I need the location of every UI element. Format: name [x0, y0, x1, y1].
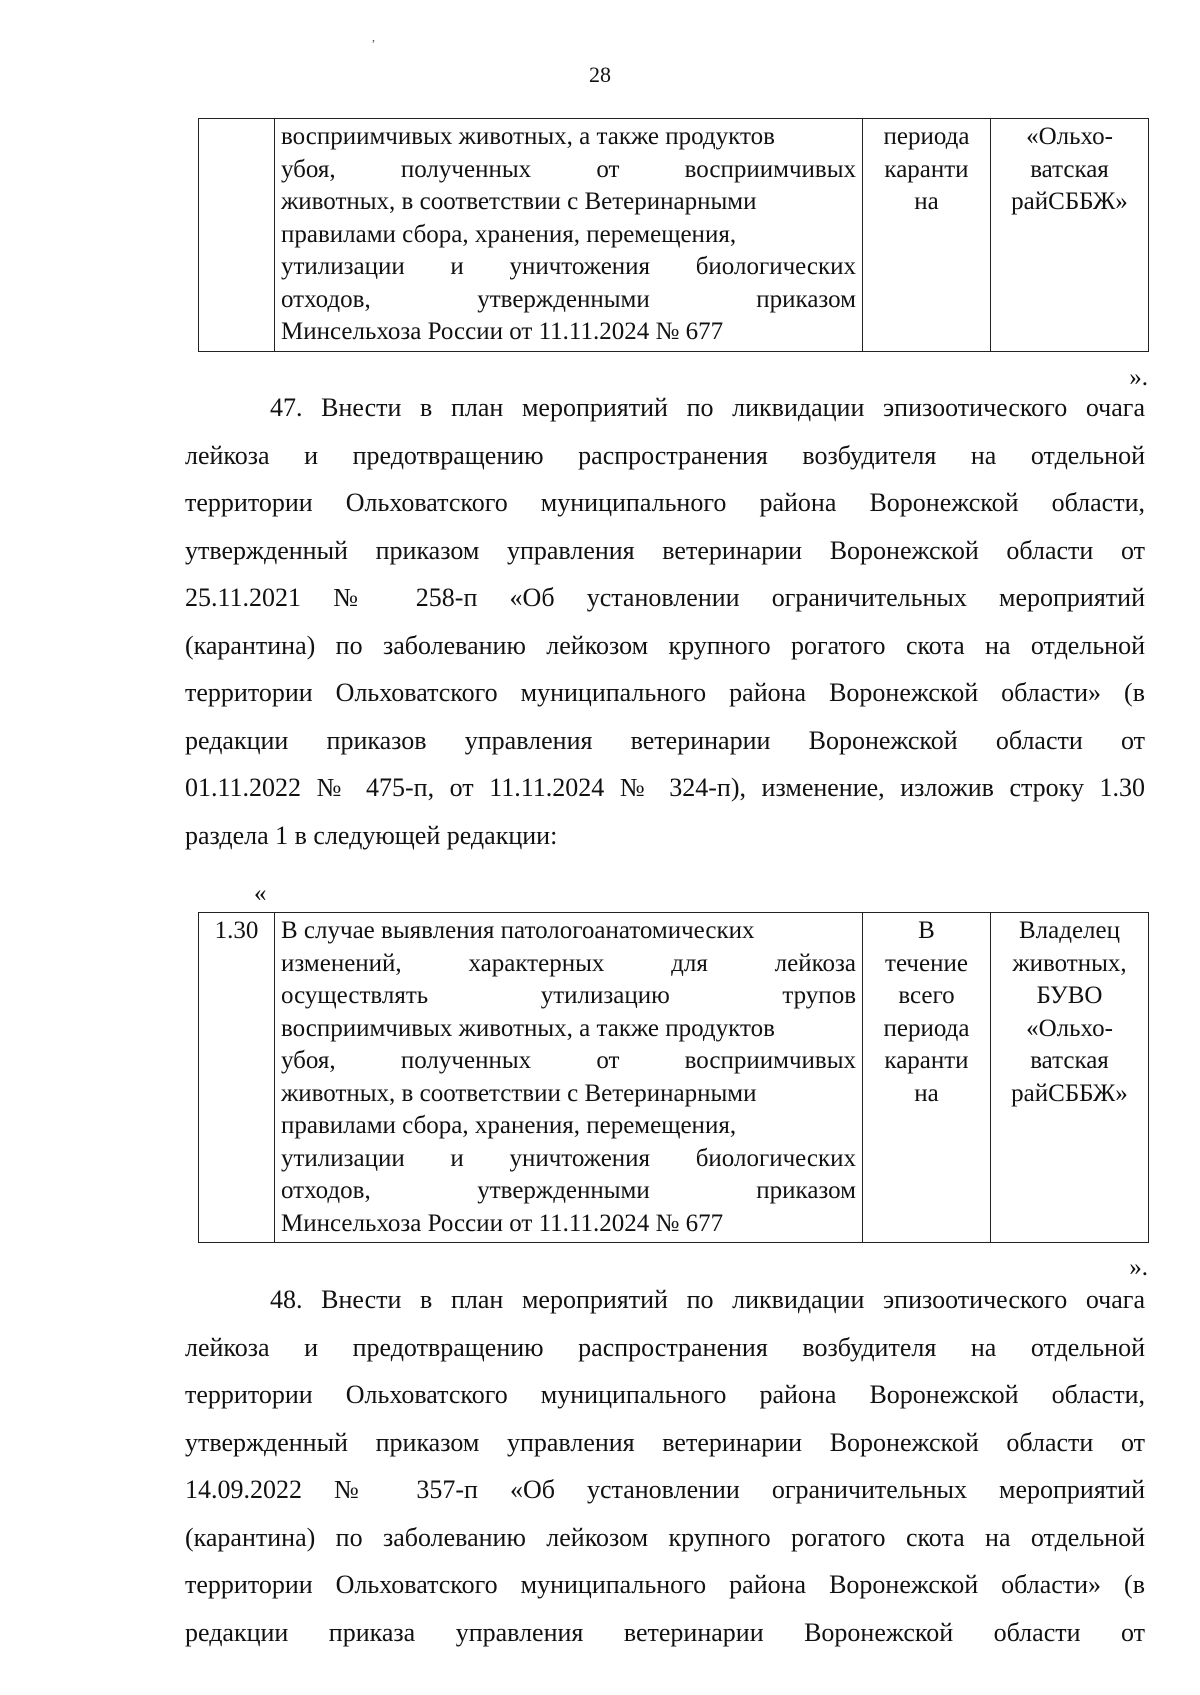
- paragraph-line: утвержденный приказом управления ветеринарии Воронежской области от: [185, 1427, 1145, 1457]
- description-line: правилами сбора, хранения, перемещения,: [281, 1112, 737, 1139]
- row-description-cell: [275, 913, 863, 1243]
- description-line: отходов, утвержденными приказом: [281, 285, 856, 313]
- description-line: утилизации и уничтожения биологических: [281, 1144, 856, 1172]
- row-number-cell: [199, 119, 275, 352]
- paragraph-47: [185, 384, 1145, 859]
- term-line: на: [914, 1079, 939, 1107]
- paragraph-line: 25.11.2021 № 258-п «Об установлении ограничительных мероприятий: [185, 583, 1145, 612]
- paragraph-line: 48. Внести в план мероприятий по ликвидации эпизоотического очага: [270, 1285, 1145, 1314]
- description-line: правилами сбора, хранения, перемещения,: [281, 220, 737, 248]
- row-number-cell: 1.30: [199, 913, 275, 1243]
- row-term-cell: [863, 119, 991, 352]
- term-line: периода: [883, 123, 970, 150]
- paragraph-line: лейкоза и предотвращению распространения возбудителя на отдельной: [185, 440, 1145, 470]
- responsible-line: «Ольхо-: [1026, 123, 1113, 150]
- paragraph-line: (карантина) по заболеванию лейкозом крупного рогатого скота на отдельной: [185, 630, 1145, 660]
- paragraph-line: раздела 1 в следующей редакции:: [185, 820, 558, 850]
- paragraph-48: [185, 1276, 1145, 1656]
- table-row: [199, 119, 1149, 352]
- responsible-line: «Ольхо-: [1026, 1014, 1113, 1042]
- responsible-line: животных,: [1012, 949, 1127, 977]
- responsible-line: БУВО: [1036, 982, 1103, 1009]
- paragraph-line: утвержденный приказом управления ветеринарии Воронежской области от: [185, 535, 1145, 565]
- paragraph-line: лейкоза и предотвращению распространения возбудителя на отдельной: [185, 1332, 1145, 1362]
- description-line: восприимчивых животных, а также продуктов: [281, 123, 775, 150]
- responsible-line: ватская: [1030, 155, 1109, 183]
- paragraph-line: (карантина) по заболеванию лейкозом крупного рогатого скота на отдельной: [185, 1522, 1145, 1552]
- term-line: каранти: [884, 155, 969, 183]
- paragraph-line: территории Ольховатского муниципального района Воронежской области» (в: [185, 678, 1145, 707]
- term-line: каранти: [884, 1047, 969, 1074]
- row-description-cell: [275, 119, 863, 352]
- term-line: течение: [885, 949, 968, 977]
- paragraph-line: редакции приказа управления ветеринарии Воронежской области от: [185, 1617, 1145, 1647]
- paragraph-line: 47. Внести в план мероприятий по ликвидации эпизоотического очага: [270, 393, 1145, 422]
- description-line: убоя, полученных от восприимчивых: [281, 155, 856, 183]
- term-line: всего: [898, 982, 955, 1009]
- responsible-line: райСББЖ»: [1011, 1079, 1128, 1107]
- description-line: осуществлять утилизацию трупов: [281, 982, 856, 1009]
- description-line: восприимчивых животных, а также продуктов: [281, 1014, 775, 1042]
- closing-quote: ».: [1129, 1254, 1148, 1281]
- description-line: утилизации и уничтожения биологических: [281, 253, 856, 280]
- term-line: В: [918, 917, 935, 944]
- paragraph-line: 14.09.2022 № 357-п «Об установлении ограничительных мероприятий: [185, 1475, 1145, 1504]
- description-line: В случае выявления патологоанатомических: [281, 917, 755, 944]
- responsible-line: райСББЖ»: [1011, 188, 1128, 215]
- closing-quote: ».: [1129, 364, 1148, 391]
- paragraph-line: территории Ольховатского муниципального района Воронежской области,: [185, 488, 1145, 517]
- description-line: Минсельхоза России от 11.11.2024 № 677: [281, 318, 724, 345]
- row-responsible-cell: [991, 913, 1149, 1243]
- table-row-1-30: [198, 912, 1149, 1243]
- row-term-cell: [863, 913, 991, 1243]
- paragraph-line: редакции приказов управления ветеринарии Воронежской области от: [185, 725, 1145, 755]
- paragraph-line: 01.11.2022 № 475-п, от 11.11.2024 № 324-п), изменение, изложив строку 1.30: [185, 773, 1145, 802]
- paragraph-line: территории Ольховатского муниципального района Воронежской области,: [185, 1380, 1145, 1409]
- description-line: животных, в соответствии с Ветеринарными: [281, 188, 757, 215]
- responsible-line: Владелец: [1018, 917, 1120, 944]
- scan-artifact-mark: ,: [372, 30, 375, 44]
- description-line: отходов, утвержденными приказом: [281, 1177, 856, 1204]
- description-line: изменений, характерных для лейкоза: [281, 949, 856, 977]
- description-line: животных, в соответствии с Ветеринарными: [281, 1079, 757, 1107]
- page-number: 28: [589, 62, 611, 87]
- table-continuation: [198, 118, 1149, 352]
- description-line: убоя, полученных от восприимчивых: [281, 1047, 856, 1074]
- term-line: периода: [883, 1014, 970, 1042]
- responsible-line: ватская: [1030, 1047, 1109, 1074]
- paragraph-line: территории Ольховатского муниципального района Воронежской области» (в: [185, 1570, 1145, 1599]
- term-line: на: [914, 188, 939, 215]
- row-responsible-cell: [991, 119, 1149, 352]
- opening-quote: «: [254, 880, 267, 907]
- description-line: Минсельхоза России от 11.11.2024 № 677: [281, 1209, 724, 1237]
- table-row: [199, 913, 1149, 1243]
